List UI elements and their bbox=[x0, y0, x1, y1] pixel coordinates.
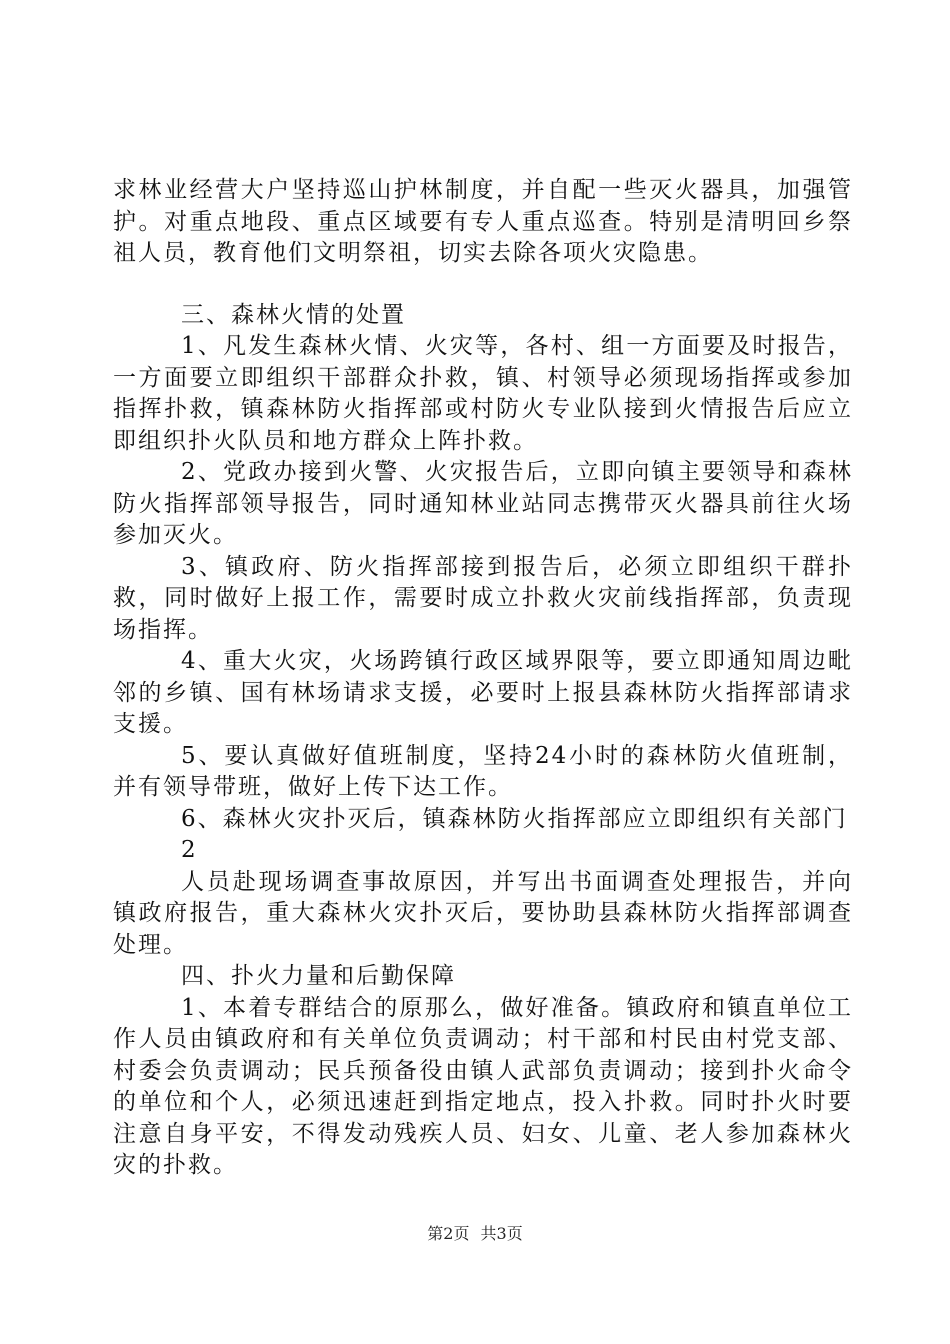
paragraph-item-6: 6、森林火灾扑灭后，镇森林防火指挥部应立即组织有关部门 bbox=[181, 805, 848, 832]
paragraph-item-3: 3、镇政府、防火指挥部接到报告后，必须立即组织干群扑救，同时做好上报工作，需要时成立扑救火灾前线指挥部，负责现场指挥。 bbox=[113, 553, 853, 643]
paragraph-continuation: 求林业经营大户坚持巡山护林制度，并自配一些灭火器具，加强管护。对重点地段、重点区域要有专人重点巡查。特别是清明回乡祭祖人员，教育他们文明祭祖，切实去除各项火灾隐患。 bbox=[113, 177, 853, 266]
paragraph-item-4: 4、重大火灾，火场跨镇行政区域界限等，要立即通知周边毗邻的乡镇、国有林场请求支援，必要时上报县森林防火指挥部请求支援。 bbox=[113, 648, 853, 737]
section-heading-4: 四、扑火力量和后勤保障 bbox=[181, 963, 456, 989]
inline-page-number: 2 bbox=[181, 837, 198, 863]
paragraph-item-4-1: 1、本着专群结合的原那么，做好准备。镇政府和镇直单位工作人员由镇政府和有关单位负责调动；村干部和村民由村党支部、村委会负责调动；民兵预备役由镇人武部负责调动；接到扑火命令的单位和个人，必须迅速赶到指定地点，投入扑救。同时扑火时要注意自身平安，不得发动残疾人员、妇女、儿童、老人参加森林火灾的扑救。 bbox=[113, 994, 853, 1178]
footer-page-label: 第2页 bbox=[427, 1224, 470, 1243]
paragraph-item-5: 5、要认真做好值班制度，坚持24小时的森林防火值班制，并有领导带班，做好上传下达工作。 bbox=[113, 742, 853, 800]
section-heading-3: 三、森林火情的处置 bbox=[181, 301, 406, 328]
paragraph-item-2: 2、党政办接到火警、火灾报告后，立即向镇主要领导和森林防火指挥部领导报告，同时通知林业站同志携带灭火器具前往火场参加灭火。 bbox=[113, 459, 853, 548]
footer-total-label: 共3页 bbox=[480, 1224, 523, 1243]
paragraph-item-6-continued: 人员赴现场调查事故原因，并写出书面调查处理报告，并向镇政府报告，重大森林火灾扑灭后，要协助县森林防火指挥部调查处理。 bbox=[113, 868, 853, 958]
page-footer bbox=[0, 1221, 950, 1244]
document-body bbox=[113, 175, 853, 1182]
paragraph-item-1: 1、凡发生森林火情、火灾等，各村、组一方面要及时报告，一方面要立即组织干部群众扑救，镇、村领导必须现场指挥或参加指挥扑救，镇森林防火指挥部或村防火专业队接到火情报告后应立即组织扑火队员和地方群众上阵扑救。 bbox=[113, 333, 853, 454]
